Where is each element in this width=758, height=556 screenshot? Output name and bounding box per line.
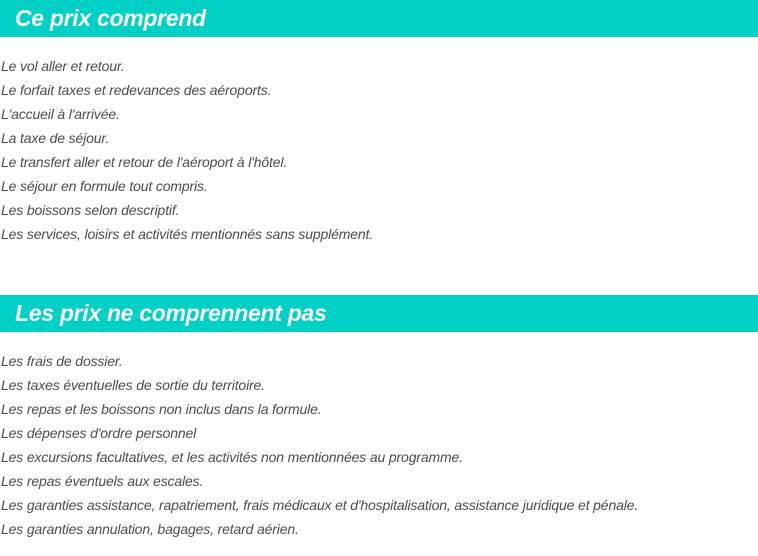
price-excludes-list <box>0 332 758 541</box>
list-item: Les frais de dossier. <box>1 353 123 369</box>
price-excludes-heading: Les prix ne comprennent pas <box>0 295 758 332</box>
list-item: Les services, loisirs et activités mentionnés sans supplément. <box>1 226 373 242</box>
price-includes-list <box>0 37 758 246</box>
price-includes-heading: Ce prix comprend <box>0 0 758 37</box>
list-item: Les repas et les boissons non inclus dans la formule. <box>1 401 322 417</box>
price-includes-section <box>0 0 758 246</box>
list-item: Les repas éventuels aux escales. <box>1 473 204 489</box>
list-item: La taxe de séjour. <box>1 130 110 146</box>
list-item: Le vol aller et retour. <box>1 58 125 74</box>
price-excludes-section <box>0 295 758 541</box>
list-item: Les taxes éventuelles de sortie du territoire. <box>1 377 265 393</box>
list-item: Les boissons selon descriptif. <box>1 202 180 218</box>
list-item: Les excursions facultatives, et les activités non mentionnées au programme. <box>1 449 463 465</box>
list-item: L'accueil à l'arrivée. <box>1 106 120 122</box>
list-item: Les dépenses d'ordre personnel <box>1 425 197 441</box>
list-item: Le transfert aller et retour de l'aéroport à l'hôtel. <box>1 154 288 170</box>
list-item: Le forfait taxes et redevances des aéroports. <box>1 82 272 98</box>
list-item: Les garanties annulation, bagages, retard aérien. <box>1 521 299 537</box>
list-item: Le séjour en formule tout compris. <box>1 178 208 194</box>
list-item: Les garanties assistance, rapatriement, frais médicaux et d'hospitalisation, assistance juridique et pénale. <box>1 497 639 513</box>
